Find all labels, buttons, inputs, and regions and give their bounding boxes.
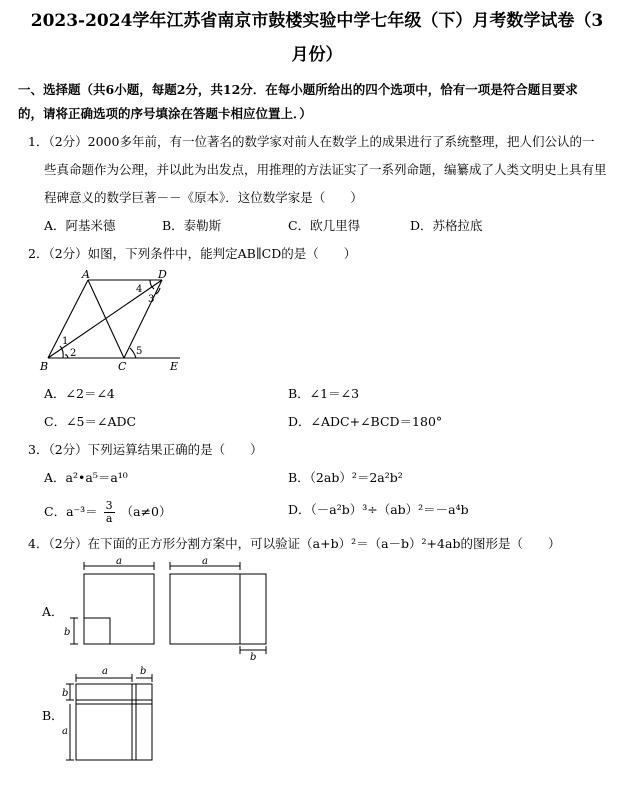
q3-option-c: [44, 500, 172, 525]
q3-option-d: D．（－a²b）³÷（ab）²＝－a⁴b: [288, 502, 469, 517]
segment-dc: [124, 280, 162, 358]
q4-option-a-label: A．: [42, 604, 64, 619]
angle-3-label: 3: [148, 294, 155, 305]
point-a-label: A: [82, 268, 90, 281]
q3-option-a: A．a²•a⁵＝a¹⁰: [44, 470, 128, 485]
angle-4-label: 4: [136, 284, 143, 295]
point-d-label: D: [158, 268, 167, 281]
q4-stem: 4．（2分）在下面的正方形分割方案中，可以验证（a+b）²＝（a－b）²+4ab的图形是（ ）: [28, 536, 561, 551]
exam-title-line2: 月份）: [291, 45, 343, 65]
q2-option-c: C．∠5＝∠ADC: [44, 414, 137, 429]
exam-title-line1: 2023-2024学年江苏省南京市鼓楼实验中学七年级（下）月考数学试卷（3: [30, 11, 604, 31]
q2-parallelogram-figure: [38, 268, 188, 372]
point-c-label: C: [118, 360, 127, 372]
q1-stem-line1: 1．（2分）2000多年前，有一位著名的数学家对前人在数学上的成果进行了系统整理，把人们公认的一: [28, 134, 595, 149]
q2-stem: 2．（2分）如图，下列条件中，能判定AB∥CD的是（ ）: [28, 246, 357, 261]
q1-stem-line2: 些真命题作为公理，并以此为出发点，用推理的方法证实了一系列命题，编纂成了人类文明史上具有里: [44, 162, 607, 177]
q3-option-c-fraction: [104, 500, 115, 525]
q4-option-a-figure: [60, 556, 274, 660]
dim-b-top: b: [140, 666, 147, 677]
dim-a-top: a: [102, 666, 108, 677]
angle-2-label: 2: [70, 348, 77, 359]
q3-stem: 3．（2分）下列运算结果正确的是（ ）: [28, 442, 263, 457]
q1-option-d: D．苏格拉底: [410, 218, 483, 233]
section-heading-line1: 一、选择题（共6小题，每题2分，共12分．在每小题所给出的四个选项中，恰有一项是符合题目要求: [18, 82, 578, 97]
angle-5-label: 5: [136, 346, 143, 357]
dim-a-side: a: [62, 726, 68, 737]
fraction-denominator: a: [105, 512, 113, 525]
point-b-label: B: [40, 360, 49, 372]
angle-1-label: 1: [62, 336, 69, 347]
q1-option-a: A．阿基米德: [44, 218, 116, 233]
dim-a-left: a: [116, 556, 122, 567]
section-heading-line2: 的，请将正确选项的序号填涂在答题卡相应位置上．）: [18, 106, 312, 121]
dim-b-side: b: [62, 688, 69, 699]
outer-square: [76, 684, 152, 760]
fraction-numerator: 3: [105, 499, 113, 512]
q2-option-b: B．∠1＝∠3: [288, 386, 360, 401]
dim-b-left: b: [64, 627, 71, 638]
q4-option-b-label: B．: [42, 708, 64, 723]
q4-option-b-figure: [60, 662, 170, 772]
q1-stem-line3: 程碑意义的数学巨著－－《原本》．这位数学家是（ ）: [44, 190, 363, 205]
segment-ac: [88, 280, 124, 358]
q2-option-a: A．∠2＝∠4: [44, 386, 115, 401]
square-large-right: [170, 574, 266, 644]
q3-option-b: B．（2ab）²＝2a²b²: [288, 470, 403, 485]
square-large-left: [84, 574, 154, 644]
point-e-label: E: [170, 360, 179, 372]
dim-a-right: a: [202, 556, 208, 567]
square-small-corner: [84, 618, 110, 644]
q1-option-b: B．泰勒斯: [162, 218, 222, 233]
q3-option-c-prefix: C．a⁻³＝: [44, 504, 98, 519]
q3-option-c-suffix: （a≠0）: [120, 504, 172, 519]
q2-option-d: D．∠ADC+∠BCD＝180°: [288, 414, 443, 429]
dim-b-right: b: [250, 652, 257, 660]
q1-option-c: C．欧几里得: [288, 218, 361, 233]
